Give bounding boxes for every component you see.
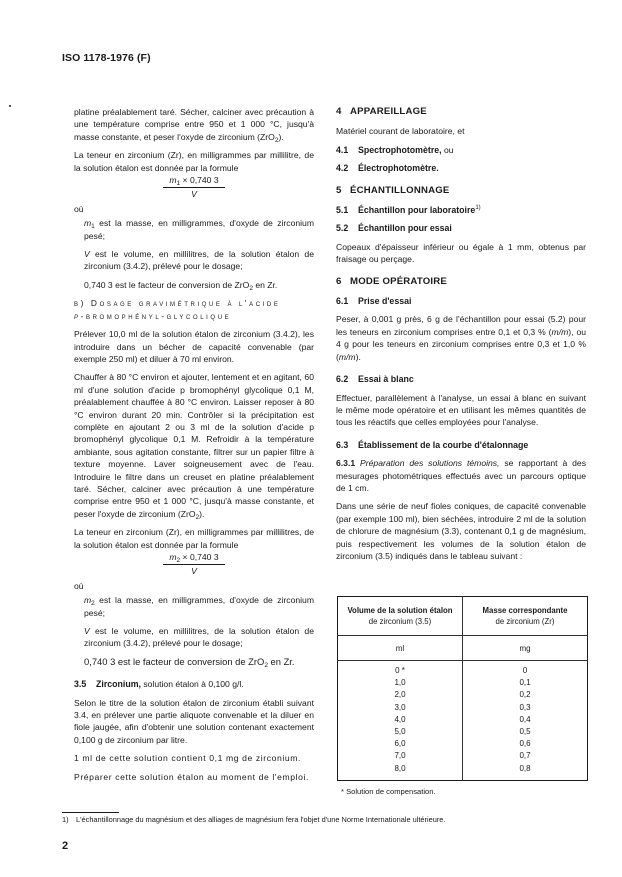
volume-cell: 4,0 [338,714,463,726]
mass-cell: 0,3 [519,702,531,712]
paragraph-effectuer: Effectuer, parallèlement à l'analyse, un essai à blanc en suivant le même mode opératoire et en utilisant les mêmes quantités de tous les réactifs que celles employées pour l'analyse. [336,392,586,428]
section-5-2: 5.2 Échantillon pour essai [336,223,452,234]
volume-cell: 5,0 [338,726,463,738]
scan-artifact-dot [9,105,11,107]
table-row [338,661,588,678]
table-row [338,750,588,762]
column-header-volume: Volume de la solution étalon de zirconium (3.5) [338,597,463,636]
volume-cell: 0 * [338,661,463,678]
mass-cell: 0,7 [519,751,531,761]
definition-m1: $m_1$ est la masse, en milligrammes, d'oxyde de zirconium pesé; [84,218,314,241]
paragraph-selon: Selon le titre de la solution étalon de zirconium établi suivant 3.4, en prélever une partie aliquote convenable et la diluer en fiole jaugée, afin d'obtenir une solution contenant exactement 0,100 g de zirconium par litre. [74,697,314,745]
table-row [338,763,588,781]
unit-mg: mg [463,636,588,661]
label-ou-1: où [74,203,84,214]
volume-cell: 2,0 [338,689,463,701]
section-4-heading: 4 APPAREILLAGE [336,106,427,117]
section-4-1: 4.1 Spectrophotomètre, ou [336,144,454,155]
definition-m2: $m_2$ est la masse, en milligrammes, d'oxyde de zirconium pesé; [84,595,314,618]
paragraph-peser: Peser, à 0,001 g près, 6 g de l'échantillon pour essai (5.2) pour les teneurs en zirconium comprises entre 0,1 et 0,3 % (m/m), ou 4 g pour les teneurs en zirconium comprises entre 0,3 et 1,0 % (m/m). [336,314,586,362]
paragraph-teneur-2: La teneur en zirconium (Zr), en milligrammes par millilitres, de la solution étalon est donnée par la formule [74,527,314,550]
section-6-heading: 6 MODE OPÉRATOIRE [336,275,447,287]
section-6-3: 6.3 Établissement de la courbe d'étalonnage [336,439,529,450]
mass-cell: 0,5 [519,727,531,737]
paragraph-platine: platine préalablement taré. Sécher, calciner avec précaution à une température comprise entre 950 et 1 000 °C, jusqu'à masse constante, et peser l'oxyde de zirconium (ZrO$_2$). [74,107,314,144]
paragraph-copeaux: Copeaux d'épaisseur inférieur ou égale à 1 mm, obtenus par fraisage ou perçage. [336,241,586,265]
volume-cell: 1,0 [338,677,463,689]
section-5-heading: 5 ÉCHANTILLONNAGE [336,184,450,196]
heading-b-gravimetric: b) Dosage gravimétrique à l'acide p-bromophényl-glycolique [74,298,281,321]
left-column [74,106,314,789]
paragraph-6-3-1: 6.3.1 Préparation des solutions témoins, se rapportant à des mesurages photométriques effectués avec un parcours optique de 1 cm. [336,458,587,493]
formula-m2: $\frac{m_2 \times 0,740 3}{V}$ [74,551,314,578]
mass-cell: 0,2 [519,690,531,700]
table-units-row [338,636,588,661]
paragraph-preparer: Préparer cette solution étalon au moment de l'emploi. [74,771,310,782]
definition-factor-2: 0,740 3 est le facteur de conversion de ZrO$_2$ en Zr. [84,655,295,669]
mass-cell: 0,6 [519,739,531,749]
mass-cell: 0,4 [519,714,531,724]
paragraph-materiel: Matériel courant de laboratoire, et [336,126,465,137]
definition-v2: V est le volume, en millilitres, de la solution étalon de zirconium (3.4.2), prélevé pour le dosage; [84,626,314,649]
table-row [338,726,588,738]
volume-cell: 8,0 [338,763,463,781]
footnote: 1) L'échantillonnage du magnésium et des alliages de magnésium fera l'objet d'une Norme Internationale ultérieure. [62,815,446,824]
volume-cell: 6,0 [338,738,463,750]
section-3-5-heading: 3.5 Zirconium, solution étalon à 0,100 g/l. [74,679,244,690]
table-row [338,714,588,726]
page-number: 2 [62,840,69,852]
mass-cell: 0,1 [519,678,531,688]
paragraph-1ml: 1 ml de cette solution contient 0,1 mg de zirconium. [74,753,302,764]
paragraph-teneur-1: La teneur en zirconium (Zr), en milligrammes par millilitre, de la solution étalon est donnée par la formule [74,150,314,173]
calibration-table [337,596,588,781]
mass-cell: 0 [522,666,528,675]
paragraph-dans-une-serie: Dans une série de neuf fioles coniques, de capacité convenable (par exemple 100 ml), bien séchées, introduire 2 ml de la solution de chlorure de magnésium (3.3), contenant 0,1 g de magnésium, puis respectivement les volumes de la solution étalon de zirconium (3.5) indiqués dans le tableau suivant : [336,501,586,561]
paragraph-prelever: Prélever 10,0 ml de la solution étalon de zirconium (3.4.2), les introduire dans un bécher de capacité convenable (par exemple 250 ml) et diluer à 70 ml environ. [74,329,314,364]
right-column [336,106,586,568]
table-row [338,689,588,701]
definition-v1: V est le volume, en millilitres, de la solution étalon de zirconium (3.4.2), prélevé pour le dosage; [84,249,314,272]
section-6-1: 6.1 Prise d'essai [336,296,412,307]
unit-ml: ml [338,636,463,661]
table-row [338,702,588,714]
table-row [338,738,588,750]
definition-factor-1: 0,740 3 est le facteur de conversion de ZrO$_2$ en Zr. [84,279,278,292]
table-row [338,677,588,689]
section-6-2: 6.2 Essai à blanc [336,374,414,385]
table-note: * Solution de compensation. [341,787,436,796]
column-header-mass: Masse correspondante de zirconium (Zr) [463,597,588,636]
footnote-divider [62,812,119,813]
footnote-ref[interactable]: 1) [475,205,481,212]
volume-cell: 3,0 [338,702,463,714]
section-4-2: 4.2 Électrophotomètre. [336,163,439,174]
paragraph-chauffer: Chauffer à 80 °C environ et ajouter, lentement et en agitant, 60 ml d'une solution d'acide p bromophényl glycolique 0,1 M, préalablement chauffée à 80 °C environ. Laisser reposer à 80 °C environ durant 20 min. Contrôler si la précipitation est complète en ajoutant 2 ou 3 ml de la solution d'acide p bromophényl glycolique 0,1 M. Refroidir à la température ambiante, sous agitation constante, filtrer sur un papier filtre à texture moyenne. Laver soigneusement avec de l'eau. Introduire le filtre dans un creuset en platine préalablement taré. Sécher, calciner avec précaution à une température comprise entre 950 et 1 000 °C, jusqu'à masse constante, et peser l'oxyde de zirconium (ZrO$_2$). [74,372,314,521]
section-5-1: 5.1 Échantillon pour laboratoire$^{1)}$ [336,205,481,216]
volume-cell: 7,0 [338,750,463,762]
formula-m1: $\frac{m_1 \times 0,740 3}{V}$ [74,174,314,201]
label-ou-2: où [74,580,84,591]
table-header-row [338,597,588,636]
mass-cell: 0,8 [519,763,531,773]
document-header: ISO 1178-1976 (F) [62,52,151,64]
